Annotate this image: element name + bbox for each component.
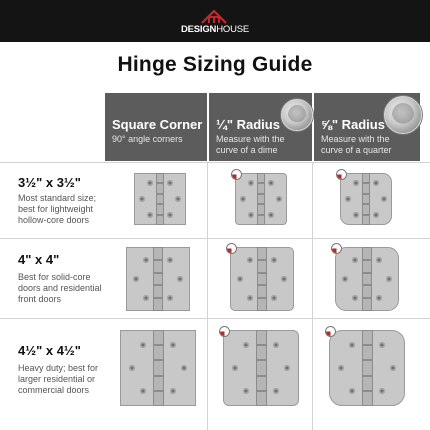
screw-hole xyxy=(248,212,254,218)
hinge-leaf xyxy=(126,247,154,311)
hinge-leaf xyxy=(329,330,363,406)
screw-hole xyxy=(379,342,385,348)
hinge-knuckle xyxy=(362,330,373,345)
hinge-knuckle xyxy=(362,183,370,193)
hinge-leaf xyxy=(266,247,294,311)
hinge-knuckle xyxy=(257,273,267,286)
brand-name-bold: DESIGN xyxy=(180,24,217,35)
hinge-knuckle xyxy=(362,345,373,360)
hinge-knuckle xyxy=(362,215,370,225)
row-divider xyxy=(0,238,430,239)
quarter-coin-icon xyxy=(384,96,422,134)
hinge-description: Most standard size; best for lightweight hollow-core doors xyxy=(18,193,97,225)
hinge-knuckle xyxy=(257,298,267,311)
hinge-size: 4" x 4" xyxy=(18,252,60,267)
hinge-knuckle xyxy=(153,360,164,375)
hinge-knuckle xyxy=(362,285,372,298)
column-divider xyxy=(207,162,208,430)
hinge-knuckle xyxy=(257,247,267,260)
column-subheading: Measure with the curve of a dime xyxy=(216,134,285,155)
hinge-knuckle xyxy=(257,215,265,225)
screw-hole xyxy=(381,196,387,202)
screw-hole xyxy=(232,365,238,371)
hinge-knuckle xyxy=(256,376,267,391)
radius-marker-icon xyxy=(336,169,347,180)
screw-hole xyxy=(129,365,135,371)
screw-hole xyxy=(133,276,139,282)
hinge-knuckle xyxy=(257,204,265,214)
hinge-illustration xyxy=(223,330,299,406)
hinge-illustration xyxy=(329,330,405,406)
hinge-knuckle xyxy=(362,260,372,273)
hinge-leaf xyxy=(266,330,300,406)
radius-marker-icon xyxy=(219,326,230,337)
hinge-knuckle xyxy=(156,215,164,225)
hinge-leaf xyxy=(340,173,363,225)
hinge-knuckle xyxy=(153,376,164,391)
hinge-leaf xyxy=(134,173,157,225)
hinge-knuckle xyxy=(256,360,267,375)
hinge-illustration xyxy=(230,247,294,311)
brand-logo xyxy=(0,0,430,42)
hinge-illustration xyxy=(335,247,399,311)
hinge-knuckle xyxy=(257,260,267,273)
hinge-knuckle xyxy=(256,345,267,360)
hinge-illustration xyxy=(126,247,190,311)
hinge-knuckle xyxy=(153,391,164,406)
screw-hole xyxy=(147,212,153,218)
row-label-small xyxy=(18,175,102,226)
screw-hole xyxy=(237,276,243,282)
radius-marker-icon xyxy=(226,243,237,254)
hinge-knuckle xyxy=(153,273,163,286)
dime-coin-icon xyxy=(281,99,313,131)
radius-marker-icon xyxy=(325,326,336,337)
screw-hole xyxy=(353,212,359,218)
screw-hole xyxy=(345,196,351,202)
column-divider xyxy=(312,162,313,430)
screw-hole xyxy=(273,388,279,394)
hinge-knuckle xyxy=(153,345,164,360)
row-divider xyxy=(0,318,430,319)
hinge-leaf xyxy=(162,247,190,311)
screw-hole xyxy=(247,257,253,263)
house-logo-icon xyxy=(201,10,227,24)
hinge-size: 3½" x 3½" xyxy=(18,175,81,190)
hinge-leaf xyxy=(371,247,399,311)
hinge-knuckle xyxy=(156,173,164,183)
row-label-medium xyxy=(18,252,102,305)
hinge-leaf xyxy=(235,173,258,225)
hinge-knuckle xyxy=(257,285,267,298)
page-title: Hinge Sizing Guide xyxy=(117,53,313,76)
hinge-knuckle xyxy=(362,247,372,260)
hinge-description: Best for solid-core doors and residential front doors xyxy=(18,272,102,304)
hinge-knuckle xyxy=(362,273,372,286)
hinge-knuckle xyxy=(257,173,265,183)
column-heading: ¼" Radius xyxy=(216,117,280,132)
hinge-knuckle xyxy=(362,204,370,214)
hinge-knuckle xyxy=(156,183,164,193)
screw-hole xyxy=(268,212,274,218)
hinge-knuckle xyxy=(362,376,373,391)
hinge-description: Heavy duty; best for larger residential or commercial doors xyxy=(18,363,99,395)
screw-hole xyxy=(352,257,358,263)
column-heading: ⅝" Radius xyxy=(321,117,385,132)
screw-hole xyxy=(143,295,149,301)
column-header-square xyxy=(105,93,207,161)
screw-hole xyxy=(170,342,176,348)
hinge-leaf xyxy=(223,330,257,406)
hinge-knuckle xyxy=(156,194,164,204)
screw-hole xyxy=(175,196,181,202)
hinge-size: 4½" x 4½" xyxy=(18,343,81,358)
column-subheading: Measure with the curve of a quarter xyxy=(321,134,392,155)
radius-marker-icon xyxy=(231,169,242,180)
hinge-knuckle xyxy=(153,285,163,298)
brand-name xyxy=(0,24,430,35)
screw-hole xyxy=(342,276,348,282)
column-header-quarter-inch xyxy=(209,93,312,161)
hinge-illustration xyxy=(235,173,287,225)
hinge-knuckle xyxy=(156,204,164,214)
hinge-illustration xyxy=(340,173,392,225)
hinge-knuckle xyxy=(362,298,372,311)
hinge-leaf xyxy=(335,247,363,311)
screw-hole xyxy=(143,257,149,263)
screw-hole xyxy=(139,196,145,202)
column-heading: Square Corner xyxy=(112,117,203,132)
hinge-knuckle xyxy=(362,173,370,183)
screw-hole xyxy=(276,196,282,202)
hinge-knuckle xyxy=(153,330,164,345)
row-label-large xyxy=(18,343,102,396)
hinge-knuckle xyxy=(256,330,267,345)
hinge-leaf xyxy=(120,330,154,406)
hinge-knuckle xyxy=(256,391,267,406)
screw-hole xyxy=(247,295,253,301)
hinge-leaf xyxy=(230,247,258,311)
hinge-knuckle xyxy=(153,247,163,260)
row-divider xyxy=(0,162,430,163)
hinge-illustration xyxy=(120,330,196,406)
hinge-knuckle xyxy=(362,194,370,204)
screw-hole xyxy=(379,388,385,394)
screw-hole xyxy=(273,342,279,348)
column-subheading: 90° angle corners xyxy=(112,134,183,144)
hinge-leaf xyxy=(163,330,197,406)
hinge-knuckle xyxy=(362,391,373,406)
hinge-knuckle xyxy=(257,183,265,193)
hinge-knuckle xyxy=(153,260,163,273)
screw-hole xyxy=(170,388,176,394)
screw-hole xyxy=(240,196,246,202)
screw-hole xyxy=(352,295,358,301)
radius-marker-icon xyxy=(331,243,342,254)
screw-hole xyxy=(338,365,344,371)
hinge-knuckle xyxy=(257,194,265,204)
screw-hole xyxy=(373,212,379,218)
hinge-knuckle xyxy=(153,298,163,311)
brand-name-light: HOUSE xyxy=(216,24,250,35)
column-header-five-eighths xyxy=(314,93,420,161)
hinge-illustration xyxy=(134,173,186,225)
screw-hole xyxy=(167,212,173,218)
hinge-leaf xyxy=(372,330,406,406)
hinge-knuckle xyxy=(362,360,373,375)
